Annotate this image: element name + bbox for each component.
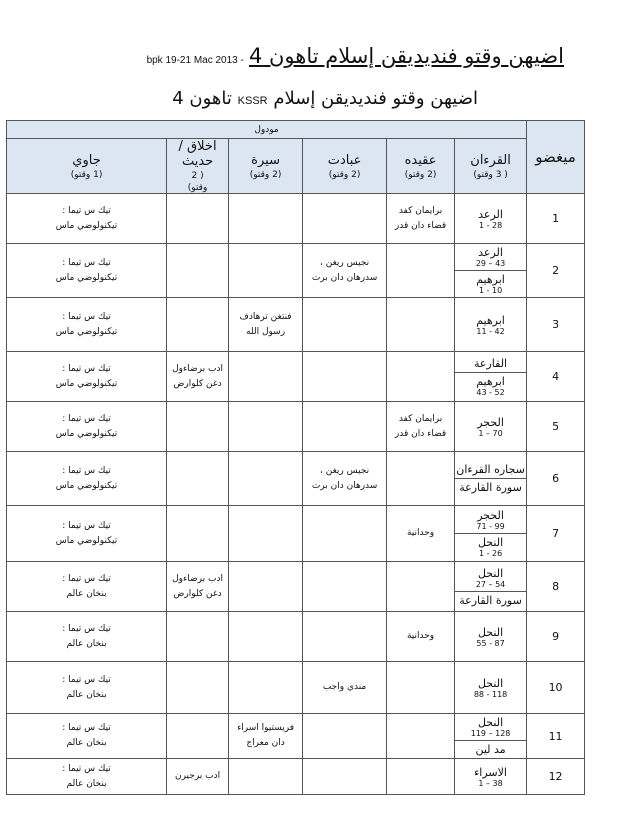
akhlak-cell (167, 352, 229, 402)
quran-item (455, 624, 526, 650)
sirah-cell (229, 714, 303, 759)
week-number: 2 (527, 244, 585, 298)
sirah-cell (229, 759, 303, 795)
header-col-sub: (2 وقتو) (249, 169, 282, 180)
quran-item (455, 271, 526, 297)
surah-name: ابرهيم (476, 273, 505, 286)
aqidah-cell (387, 562, 455, 612)
akhlak-cell (167, 506, 229, 562)
ibadah-cell (303, 194, 387, 244)
header-minggu: ميغضو (527, 121, 585, 194)
aqidah-cell-line: برايمان كفد (398, 205, 443, 216)
quran-item (455, 714, 526, 741)
sirah-cell (229, 506, 303, 562)
jawi-cell-line: تيك س تيما : (62, 311, 111, 322)
akhlak-cell (167, 714, 229, 759)
akhlak-cell-line: ادب برضاءول (172, 363, 223, 374)
header-col-name: جاوي (72, 152, 101, 168)
document-subtitle (58, 88, 478, 109)
ibadah-cell-line: سدرهان دان برت (311, 480, 378, 491)
akhlak-cell (167, 194, 229, 244)
jawi-cell-line: بنخان عالم (66, 638, 107, 649)
jawi-cell (7, 759, 167, 795)
ibadah-cell-line: نجيس ريغن ، (319, 257, 370, 268)
ayat-range: 1 - 10 (478, 286, 503, 295)
quran-cell (455, 562, 527, 612)
week-number: 10 (527, 662, 585, 714)
akhlak-cell (167, 452, 229, 506)
table-row (7, 402, 585, 452)
sirah-cell-line: دان معراج (246, 738, 285, 748)
quran-item (455, 414, 526, 440)
ibadah-cell (303, 612, 387, 662)
akhlak-cell (167, 562, 229, 612)
jawi-cell-line: بنخان عالم (66, 689, 107, 700)
akhlak-cell-line: دغن كلوارض (173, 588, 222, 599)
sirah-cell (229, 194, 303, 244)
akhlak-cell (167, 662, 229, 714)
jawi-cell-line: تيكنولوضي ماس (55, 428, 118, 439)
aqidah-cell (387, 759, 455, 795)
quran-item (455, 741, 526, 758)
jawi-cell-line: تيك س تيما : (62, 413, 111, 424)
quran-item (455, 592, 526, 609)
aqidah-cell (387, 506, 455, 562)
ibadah-cell (303, 759, 387, 795)
jawi-cell-line: تيك س تيما : (62, 257, 111, 268)
quran-item (455, 764, 526, 790)
jawi-cell-line: تيكنولوضي ماس (55, 220, 118, 231)
table-row (7, 452, 585, 506)
quran-item (455, 675, 526, 701)
header-col-name: القرءان (470, 152, 511, 168)
header-col-sub2: وقتو) (187, 183, 208, 193)
ayat-range: 27 – 54 (475, 579, 506, 589)
sirah-cell-line: رسول الله (246, 326, 286, 337)
akhlak-cell-line: دغن كلوارض (173, 378, 222, 389)
jawi-cell-line: تيكنولوضي ماس (55, 326, 118, 337)
sirah-cell (229, 298, 303, 352)
header-col-sub: ( 3 وقتو) (473, 169, 508, 180)
header-col-1 (387, 139, 455, 194)
aqidah-cell (387, 402, 455, 452)
quran-item (455, 373, 526, 399)
subtitle-arabic: اضيهن وقتو فنديديقن إسلام (273, 88, 478, 109)
jawi-cell-line: تيك س تيما : (62, 723, 111, 733)
aqidah-cell (387, 244, 455, 298)
quran-cell (455, 759, 527, 795)
quran-cell (455, 452, 527, 506)
ayat-range: 43 - 52 (476, 387, 505, 397)
header-col-5 (7, 139, 167, 194)
quran-cell (455, 506, 527, 562)
header-col-sub: (2 وقتو) (404, 169, 437, 180)
aqidah-cell (387, 714, 455, 759)
jawi-cell (7, 244, 167, 298)
jawi-cell (7, 298, 167, 352)
week-number: 5 (527, 402, 585, 452)
ibadah-cell (303, 562, 387, 612)
jawi-cell (7, 562, 167, 612)
surah-name: الحجر (477, 509, 504, 522)
header-col-0 (455, 139, 527, 194)
ibadah-cell-line: نجيس ريغن ، (319, 465, 370, 476)
ibadah-cell-line: مندي واجب (322, 682, 367, 692)
jawi-cell-line: تيكنولوضي ماس (55, 480, 118, 491)
sirah-cell (229, 244, 303, 298)
jawi-cell (7, 402, 167, 452)
document-title (44, 44, 564, 68)
ayat-range: 71 - 99 (476, 522, 505, 531)
quran-item (455, 479, 526, 496)
jawi-cell-line: تيك س تيما : (62, 363, 111, 374)
quran-cell (455, 714, 527, 759)
ibadah-cell-line: سدرهان دان برت (311, 272, 378, 283)
jawi-cell-line: تيك س تيما : (62, 674, 111, 685)
sirah-cell (229, 662, 303, 714)
surah-name: سورة القارعة (459, 593, 522, 607)
surah-name: القارعة (474, 356, 508, 370)
surah-name: النحل (477, 566, 504, 580)
jawi-cell-line: بنخان عالم (66, 778, 107, 789)
aqidah-cell (387, 612, 455, 662)
table-row (7, 612, 585, 662)
surah-name: الاسراء (474, 765, 507, 779)
title-latin: bpk 19-21 Mac 2013 - (146, 55, 244, 66)
surah-name: النحل (477, 625, 504, 639)
ayat-range: 88 - 118 (473, 689, 508, 699)
sirah-cell-line: فنتغن ترهادف (239, 311, 292, 322)
header-col-name: سيرة (251, 152, 280, 168)
header-col-4 (167, 139, 229, 194)
aqidah-cell (387, 194, 455, 244)
table-row (7, 194, 585, 244)
jawi-cell (7, 352, 167, 402)
surah-name: النحل (477, 716, 504, 729)
akhlak-cell-line: ادب برضاءول (172, 573, 223, 584)
jawi-cell (7, 506, 167, 562)
header-col-name: عقيده (404, 152, 437, 168)
jawi-cell (7, 452, 167, 506)
akhlak-cell (167, 612, 229, 662)
akhlak-cell (167, 244, 229, 298)
subtitle-suffix: تاهون 4 (172, 88, 232, 109)
ibadah-cell (303, 662, 387, 714)
aqidah-cell-line: قضاء دان قدر (394, 220, 447, 231)
jawi-cell-line: تيك س تيما : (62, 573, 111, 584)
ayat-range: 55 - 87 (476, 638, 505, 648)
aqidah-cell-line: وحدانية (406, 631, 435, 641)
jawi-cell (7, 662, 167, 714)
ayat-range: 1 – 38 (478, 778, 503, 788)
ayat-range: 119 – 128 (470, 729, 511, 738)
week-number: 1 (527, 194, 585, 244)
ibadah-cell (303, 244, 387, 298)
table-row (7, 244, 585, 298)
header-col-sub: (2 وقتو) (328, 169, 361, 180)
jawi-cell-line: تيك س تيما : (62, 763, 111, 774)
table-row (7, 714, 585, 759)
surah-name: ابرهيم (476, 374, 505, 388)
surah-name: سورة القارعة (459, 481, 522, 494)
ibadah-cell (303, 714, 387, 759)
ayat-range: 11 - 42 (476, 326, 505, 336)
aqidah-cell-line: برايمان كفد (398, 413, 443, 424)
akhlak-cell (167, 298, 229, 352)
surah-name: النحل (477, 536, 504, 549)
aqidah-cell-line: وحدانية (406, 528, 435, 538)
quran-item (455, 244, 526, 271)
quran-item (455, 534, 526, 560)
ibadah-cell (303, 452, 387, 506)
jawi-cell (7, 194, 167, 244)
ayat-range: 1 - 26 (478, 549, 503, 558)
jawi-cell-line: تيك س تيما : (62, 520, 111, 531)
title-arabic: اضيهن وقتو فنديديقن إسلام تاهون 4 (248, 44, 564, 68)
header-modul: مودول (7, 121, 527, 139)
week-number: 7 (527, 506, 585, 562)
header-col-3 (229, 139, 303, 194)
surah-name: مد لين (475, 743, 506, 756)
surah-name: ابرهيم (476, 313, 505, 327)
quran-cell (455, 244, 527, 298)
table-row (7, 759, 585, 795)
week-number: 3 (527, 298, 585, 352)
surah-name: الحجر (477, 415, 504, 429)
aqidah-cell (387, 452, 455, 506)
table-row (7, 352, 585, 402)
sirah-cell (229, 452, 303, 506)
jawi-cell-line: تيك س تيما : (62, 465, 111, 476)
table-row (7, 662, 585, 714)
header-col-name: عبادت (327, 152, 362, 168)
quran-item (455, 461, 526, 479)
header-col-sub: (1 وقتو) (70, 169, 103, 180)
aqidah-cell (387, 352, 455, 402)
quran-cell (455, 352, 527, 402)
sirah-cell (229, 402, 303, 452)
jawi-cell-line: تيك س تيما : (62, 205, 111, 216)
jawi-cell-line: بنخان عالم (66, 588, 107, 599)
sirah-cell (229, 562, 303, 612)
quran-cell (455, 194, 527, 244)
table-row (7, 506, 585, 562)
week-number: 4 (527, 352, 585, 402)
surah-name: الرعد (478, 207, 503, 221)
quran-cell (455, 402, 527, 452)
quran-item (455, 355, 526, 373)
schedule-table (6, 120, 585, 795)
jawi-cell-line: تيكنولوضي ماس (55, 535, 118, 546)
aqidah-cell (387, 298, 455, 352)
ibadah-cell (303, 506, 387, 562)
quran-item (455, 312, 526, 338)
quran-cell (455, 662, 527, 714)
week-number: 9 (527, 612, 585, 662)
quran-item (455, 565, 526, 592)
header-col-sub: ( 2 (191, 171, 204, 181)
sirah-cell-line: فريستيوا اسراء (237, 723, 295, 733)
subtitle-kssr: KSSR (237, 95, 268, 107)
jawi-cell-line: بنخان عالم (66, 738, 107, 748)
ibadah-cell (303, 352, 387, 402)
surah-name: النحل (477, 676, 504, 690)
jawi-cell-line: تيكنولوضي ماس (55, 272, 118, 283)
quran-cell (455, 612, 527, 662)
jawi-cell (7, 714, 167, 759)
ibadah-cell (303, 298, 387, 352)
week-number: 12 (527, 759, 585, 795)
aqidah-cell-line: قضاء دان قدر (394, 428, 447, 439)
aqidah-cell (387, 662, 455, 714)
akhlak-cell (167, 759, 229, 795)
week-number: 11 (527, 714, 585, 759)
ayat-range: 29 – 43 (475, 259, 506, 268)
jawi-cell-line: تيكنولوضي ماس (55, 378, 118, 389)
table-row (7, 562, 585, 612)
ayat-range: 1 – 70 (478, 428, 503, 438)
ayat-range: 1 - 28 (478, 220, 503, 230)
surah-name: الرعد (478, 246, 503, 259)
akhlak-cell-line: ادب برجيرن (174, 771, 221, 781)
akhlak-cell (167, 402, 229, 452)
surah-name: سجاره القرءان (456, 463, 525, 476)
header-col-name: اخلاق / حديث (178, 139, 217, 169)
quran-item (455, 507, 526, 534)
table-row (7, 298, 585, 352)
sirah-cell (229, 612, 303, 662)
jawi-cell (7, 612, 167, 662)
week-number: 8 (527, 562, 585, 612)
jawi-cell-line: تيك س تيما : (62, 623, 111, 634)
quran-item (455, 206, 526, 232)
ibadah-cell (303, 402, 387, 452)
header-col-2 (303, 139, 387, 194)
sirah-cell (229, 352, 303, 402)
week-number: 6 (527, 452, 585, 506)
quran-cell (455, 298, 527, 352)
